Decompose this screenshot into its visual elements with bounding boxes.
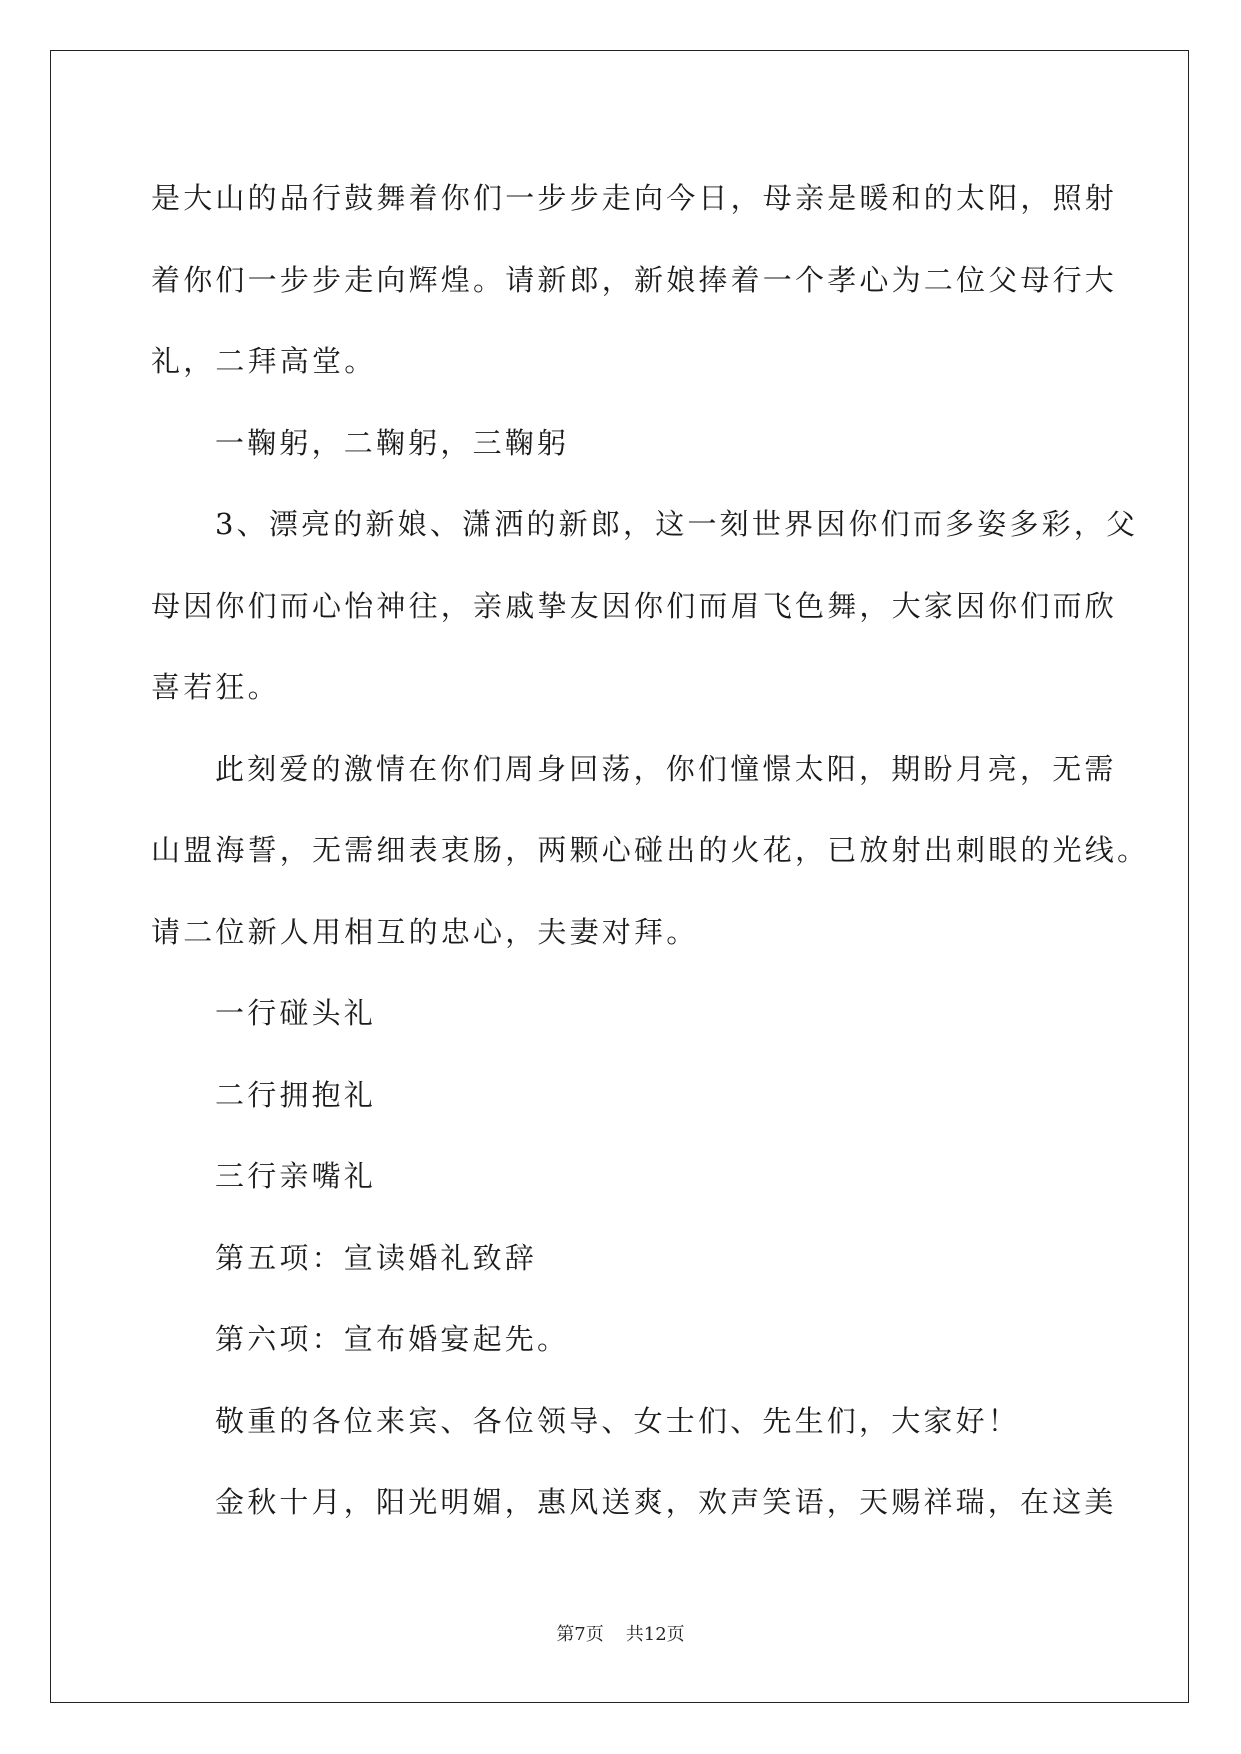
- page-footer: [0, 1620, 1241, 1646]
- paragraph-line: 金秋十月，阳光明媚，惠风送爽，欢声笑语，天赐祥瑞，在这美: [215, 1485, 1117, 1519]
- paragraph-line: 喜若狂。: [151, 670, 280, 704]
- paragraph-line: 一行碰头礼: [215, 996, 377, 1030]
- paragraph-line: 3、漂亮的新娘、潇洒的新郎，这一刻世界因你们而多姿多彩，父: [215, 507, 1139, 541]
- paragraph-line: 一鞠躬，二鞠躬，三鞠躬: [215, 425, 570, 460]
- paragraph-line: 请二位新人用相互的忠心，夫妻对拜。: [151, 914, 699, 949]
- paragraph-line: 第六项：宣布婚宴起先。: [215, 1322, 570, 1356]
- paragraph-line: 二行拥抱礼: [215, 1077, 377, 1112]
- paragraph-line: 第五项：宣读婚礼致辞: [215, 1240, 538, 1275]
- paragraph-line: 礼，二拜高堂。: [151, 344, 377, 378]
- paragraph-line: 是大山的品行鼓舞着你们一步步走向今日，母亲是暖和的太阳，照射: [151, 181, 1118, 215]
- paragraph-line: 山盟海誓，无需细表衷肠，两颗心碰出的火花，已放射出刺眼的光线。: [151, 833, 1150, 867]
- page-number: 第7页: [556, 1624, 604, 1645]
- page-total: 共12页: [625, 1624, 685, 1645]
- paragraph-line: 母因你们而心怡神往，亲戚挚友因你们而眉飞色舞，大家因你们而欣: [151, 588, 1118, 623]
- paragraph-line: 着你们一步步走向辉煌。请新郎，新娘捧着一个孝心为二位父母行大: [151, 262, 1118, 297]
- document-body: [151, 158, 1150, 1544]
- paragraph-line: 此刻爱的激情在你们周身回荡，你们憧憬太阳，期盼月亮，无需: [215, 751, 1117, 786]
- paragraph-line: 三行亲嘴礼: [215, 1159, 377, 1193]
- paragraph-line: 敬重的各位来宾、各位领导、女士们、先生们，大家好！: [215, 1403, 1021, 1438]
